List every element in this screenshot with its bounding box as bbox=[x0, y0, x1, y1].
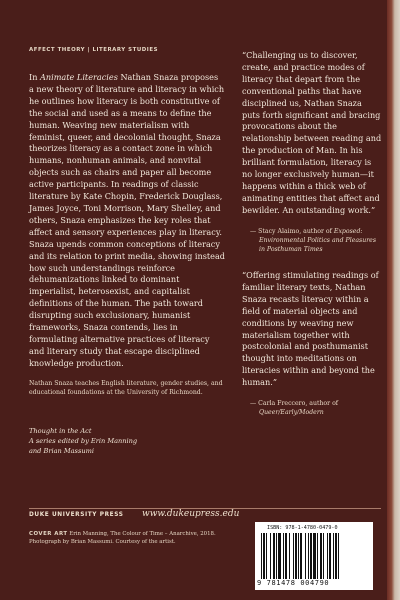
author-bio: Nathan Snaza teaches English literature, gender studies, and educational foundations at the University of Richmond. bbox=[29, 380, 223, 397]
isbn-text: ISBN: 978-1-4780-0479-0 bbox=[267, 525, 338, 531]
series-editors-line1: A series edited by Erin Manning bbox=[29, 437, 138, 445]
series-title: Thought in the Act bbox=[29, 427, 92, 435]
endorsement-attribution bbox=[250, 227, 382, 255]
attribution-author: — Carla Freccero, author of bbox=[250, 400, 339, 408]
spine-edge bbox=[387, 0, 400, 600]
description-body: Nathan Snaza proposes a new theory of literature and literacy in which he outlines how literacy is both constitutive of the social and used as a means to define the human. Weaving new materialism with feminist, queer, and decolonial thought, Snaza theorizes literacy as a contact zone in which humans, nonhuman animals, and nonvital objects such as chairs and paper all become active participants. In readings of classic literature by Kate Chopin, Frederick Douglass, James Joyce, Toni Morrison, Mary Shelley, and others, Snaza emphasizes the key roles that affect and sensory experiences play in literacy. Snaza upends common conceptions of literacy and its relation to print media, showing instead how such understandings reinforce dehumanizations linked to dominant imperialist, heterosexist, and capitalist definitions of the human. The path toward disrupting such exclusionary, humanist frameworks, Snaza contends, lies in formulating alternative practices of literacy and literary study that escape disciplined knowledge production. bbox=[29, 72, 225, 368]
description-intro: In bbox=[29, 72, 41, 82]
attribution-work: Queer/Early/Modern bbox=[259, 409, 324, 417]
credit-label: COVER ART bbox=[29, 531, 68, 537]
book-title: Animate Literacies bbox=[40, 72, 118, 82]
cover-art-credit bbox=[29, 530, 244, 547]
barcode-panel bbox=[255, 522, 373, 590]
publisher-name: DUKE UNIVERSITY PRESS bbox=[29, 512, 124, 518]
subject-kicker: AFFECT THEORY | LITERARY STUDIES bbox=[29, 47, 159, 53]
book-description bbox=[29, 72, 225, 370]
attribution-work: Exposed: Environmental Politics and Pleasures in Posthuman Times bbox=[259, 227, 376, 254]
barcode-digits: 9 781478 004790 bbox=[257, 579, 330, 587]
endorsement-2 bbox=[242, 270, 382, 418]
endorsement-quote: “Challenging us to discover, create, and practice modes of literacy that depart from the conventional paths that have disciplined us, Nathan Snaza puts forth significant and bracing provocations about the relationship between reading and the production of Man. In his brilliant formulation, literacy is no longer exclusively human—it happens within a thick web of animating entities that affect and bewilder. An outstanding work.” bbox=[242, 50, 382, 215]
barcode-icon bbox=[261, 533, 367, 579]
endorsement-quote: “Offering stimulating readings of familiar literary texts, Nathan Snaza recasts literacy within a field of material objects and conditions by weaving new materialism together with postcolonial and posthumanist thought into meditations on literacies within and beyond the human.” bbox=[242, 270, 379, 388]
credit-text: Erin Manning, The Colour of Time – Anarchive, 2018. Photograph by Brian Massumi. Courtesy of the artist. bbox=[29, 531, 216, 546]
description-paragraph bbox=[29, 72, 225, 370]
attribution-author: — Stacy Alaimo, author of bbox=[250, 227, 334, 235]
series-info bbox=[29, 426, 229, 456]
publisher-url[interactable]: www.dukeupress.edu bbox=[142, 509, 240, 519]
endorsement-attribution bbox=[250, 399, 382, 418]
series-editors-line2: and Brian Massumi bbox=[29, 447, 94, 455]
endorsement-1 bbox=[242, 50, 382, 255]
